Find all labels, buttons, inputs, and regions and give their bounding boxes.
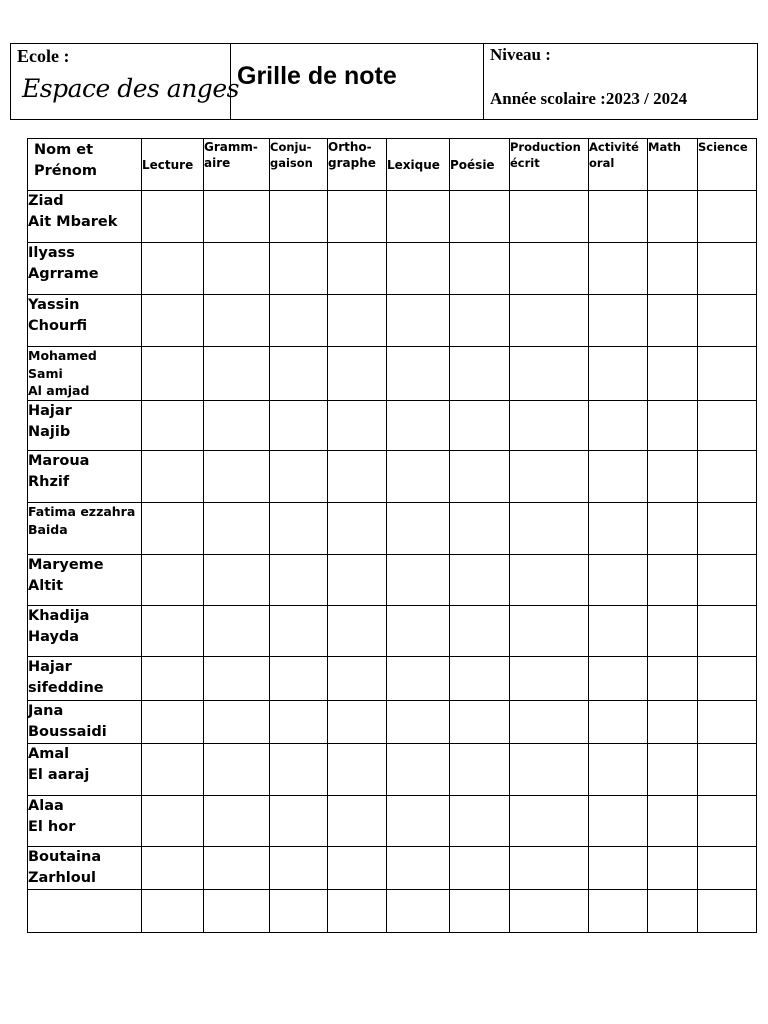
grade-cell[interactable] [142,657,204,701]
grade-cell[interactable] [648,847,698,890]
grade-cell[interactable] [698,701,757,744]
grade-cell[interactable] [142,606,204,657]
grade-cell[interactable] [328,744,387,796]
table-row [28,890,757,933]
header-box [10,43,758,120]
grade-cell[interactable] [589,744,648,796]
grade-cell[interactable] [450,401,510,451]
grade-cell[interactable] [204,555,270,606]
grade-cell[interactable] [142,701,204,744]
annee-label: Année scolaire : [490,89,606,108]
column-header-line: oral [589,156,615,170]
table-row [28,847,757,890]
grade-cell[interactable] [589,347,648,401]
grade-cell[interactable] [270,890,328,933]
grade-cell[interactable] [204,295,270,347]
student-name-line: Alaa [28,798,64,814]
table-row [28,451,757,503]
table-row [28,657,757,701]
grade-cell[interactable] [450,243,510,295]
grade-cell[interactable] [204,847,270,890]
student-name-line: Maroua [28,453,90,469]
grade-cell[interactable] [648,555,698,606]
grade-cell[interactable] [270,796,328,847]
student-name-line: Agrrame [28,266,99,282]
grade-cell[interactable] [589,503,648,555]
grade-cell[interactable] [648,744,698,796]
grade-cell[interactable] [450,657,510,701]
grade-cell[interactable] [204,701,270,744]
grade-cell[interactable] [204,347,270,401]
student-name-line: Mohamed [28,348,97,363]
student-name-cell [28,701,142,744]
column-header-line: Lecture [142,157,194,172]
page-title: Grille de note [237,62,397,90]
column-header-line: Science [698,140,748,154]
grade-cell[interactable] [698,347,757,401]
grade-cell[interactable] [450,701,510,744]
grade-cell[interactable] [270,451,328,503]
grade-cell[interactable] [589,796,648,847]
grade-cell[interactable] [387,847,450,890]
grade-cell[interactable] [204,796,270,847]
grade-cell[interactable] [698,191,757,243]
table-row [28,243,757,295]
student-name-line: Boussaidi [28,724,107,740]
grade-cell[interactable] [648,657,698,701]
grade-cell[interactable] [698,606,757,657]
student-name-cell [28,503,142,555]
grade-cell[interactable] [270,744,328,796]
grade-cell[interactable] [589,191,648,243]
grade-cell[interactable] [142,295,204,347]
grade-cell[interactable] [698,890,757,933]
column-header-line: Nom et [34,142,94,158]
student-name-cell [28,744,142,796]
niveau-label: Niveau : [490,45,551,64]
grade-cell[interactable] [510,701,589,744]
student-name-line: Chourfi [28,318,88,334]
grade-cell[interactable] [698,744,757,796]
grade-cell[interactable] [698,295,757,347]
column-header-10 [698,139,757,191]
student-name-cell [28,191,142,243]
grade-cell[interactable] [270,503,328,555]
grade-cell[interactable] [387,555,450,606]
grade-cell[interactable] [450,744,510,796]
grade-cell[interactable] [270,606,328,657]
grade-cell[interactable] [450,347,510,401]
table-body [28,191,757,933]
grade-table [27,138,757,933]
grade-cell[interactable] [270,295,328,347]
student-name-line: Baida [28,521,68,537]
student-name-cell [28,401,142,451]
student-name-line: Al amjad [28,383,90,398]
column-header-line: aire [204,156,231,170]
student-name-line: Ziad [28,193,64,209]
column-header-line: Lexique [387,157,440,172]
grade-cell[interactable] [589,243,648,295]
student-name-cell [28,657,142,701]
grade-cell[interactable] [142,890,204,933]
grade-cell[interactable] [698,657,757,701]
grade-cell[interactable] [328,796,387,847]
grade-cell[interactable] [589,606,648,657]
grade-cell[interactable] [450,606,510,657]
student-name-line: Boutaina [28,849,102,865]
grade-cell[interactable] [204,243,270,295]
grade-cell[interactable] [589,401,648,451]
ecole-label: Ecole : [17,46,70,66]
student-name-line: sifeddine [28,680,104,696]
grade-cell[interactable] [589,701,648,744]
grade-cell[interactable] [698,847,757,890]
grade-cell[interactable] [328,347,387,401]
student-name-line: El hor [28,819,76,835]
grade-cell[interactable] [450,191,510,243]
table-row [28,606,757,657]
grade-cell[interactable] [387,295,450,347]
table-row [28,744,757,796]
grade-cell[interactable] [510,890,589,933]
grade-cell[interactable] [698,401,757,451]
student-name-line: Altit [28,578,64,594]
grade-cell[interactable] [510,744,589,796]
grade-cell[interactable] [328,503,387,555]
student-name-cell [28,890,142,933]
grade-cell[interactable] [142,744,204,796]
grade-cell[interactable] [142,796,204,847]
grade-cell[interactable] [648,191,698,243]
grade-cell[interactable] [270,347,328,401]
grade-cell[interactable] [328,295,387,347]
grade-cell[interactable] [510,243,589,295]
grade-cell[interactable] [648,796,698,847]
student-name-line: Yassin [28,297,80,313]
grade-cell[interactable] [387,191,450,243]
grade-cell[interactable] [589,451,648,503]
grade-cell[interactable] [387,657,450,701]
grade-cell[interactable] [387,503,450,555]
grade-cell[interactable] [387,744,450,796]
grade-cell[interactable] [698,796,757,847]
header-row [28,139,757,191]
table-row [28,347,757,401]
column-header-7 [510,139,589,191]
column-header-line: écrit [510,156,540,170]
grade-cell[interactable] [204,657,270,701]
grade-cell[interactable] [387,606,450,657]
grade-cell[interactable] [142,451,204,503]
column-header-line: graphe [328,156,376,170]
student-name-line: Maryeme [28,557,104,573]
grade-cell[interactable] [698,243,757,295]
grade-cell[interactable] [510,503,589,555]
grade-cell[interactable] [450,890,510,933]
column-header-5 [387,139,450,191]
grade-cell[interactable] [648,701,698,744]
student-name-cell [28,347,142,401]
grade-cell[interactable] [204,890,270,933]
student-name-line: Sami [28,365,63,381]
grade-cell[interactable] [510,796,589,847]
grade-cell[interactable] [142,847,204,890]
grade-cell[interactable] [387,243,450,295]
grade-cell[interactable] [387,451,450,503]
grade-cell[interactable] [510,347,589,401]
grade-cell[interactable] [328,243,387,295]
student-name-line: Amal [28,746,70,762]
column-header-9 [648,139,698,191]
grade-cell[interactable] [328,657,387,701]
grade-cell[interactable] [450,503,510,555]
grade-cell[interactable] [270,701,328,744]
column-header-8 [589,139,648,191]
grade-cell[interactable] [204,606,270,657]
student-name-line: Ait Mbarek [28,214,118,230]
grade-cell[interactable] [450,796,510,847]
grade-cell[interactable] [450,847,510,890]
column-header-line: Conju- [270,140,312,154]
grade-cell[interactable] [589,657,648,701]
grade-cell[interactable] [648,606,698,657]
grade-cell[interactable] [698,555,757,606]
student-name-cell [28,243,142,295]
column-header-line: Math [648,140,681,154]
table-row [28,555,757,606]
grade-cell[interactable] [648,503,698,555]
student-name-line: Zarhloul [28,870,96,886]
column-header-line: Production [510,140,581,154]
title-cell [231,44,484,119]
grade-cell[interactable] [270,243,328,295]
grade-cell[interactable] [589,555,648,606]
grade-cell[interactable] [450,555,510,606]
student-name-cell [28,606,142,657]
grade-cell[interactable] [648,451,698,503]
grade-cell[interactable] [142,243,204,295]
grade-cell[interactable] [204,191,270,243]
grade-cell[interactable] [270,847,328,890]
grade-cell[interactable] [698,451,757,503]
grade-cell[interactable] [270,401,328,451]
column-header-6 [450,139,510,191]
table-row [28,295,757,347]
column-header-line: Ortho- [328,140,372,154]
column-header-4 [328,139,387,191]
grade-cell[interactable] [387,701,450,744]
student-name-line: Hayda [28,629,80,645]
student-name-cell [28,451,142,503]
student-name-line: Ilyass [28,245,75,261]
student-name-line: Najib [28,424,71,440]
student-name-line: El aaraj [28,767,90,783]
grade-cell[interactable] [328,701,387,744]
grade-cell[interactable] [450,295,510,347]
grade-cell[interactable] [510,451,589,503]
grade-cell[interactable] [204,451,270,503]
grade-cell[interactable] [328,890,387,933]
level-cell [484,44,757,119]
student-name-cell [28,847,142,890]
student-name-line: Hajar [28,403,72,419]
annee-value: 2023 / 2024 [605,89,688,108]
grade-cell[interactable] [328,451,387,503]
grade-cell[interactable] [510,847,589,890]
grade-cell[interactable] [387,401,450,451]
student-name-cell [28,555,142,606]
grade-cell[interactable] [387,347,450,401]
grade-cell[interactable] [328,847,387,890]
grade-cell[interactable] [648,890,698,933]
grade-cell[interactable] [328,555,387,606]
school-name: Espace des anges [22,74,239,103]
grade-cell[interactable] [270,555,328,606]
grade-cell[interactable] [648,295,698,347]
column-header-line: Prénom [34,163,98,179]
grade-cell[interactable] [589,890,648,933]
school-cell [11,44,239,119]
student-name-line: Fatima ezzahra [28,504,136,519]
student-name-line: Hajar [28,659,72,675]
grade-cell[interactable] [142,555,204,606]
grade-cell[interactable] [510,295,589,347]
column-header-2 [204,139,270,191]
grade-cell[interactable] [142,401,204,451]
student-name-cell [28,796,142,847]
grade-cell[interactable] [328,401,387,451]
column-header-line: gaison [270,156,313,170]
grade-cell[interactable] [698,503,757,555]
grade-cell[interactable] [204,744,270,796]
student-name-line: Jana [28,703,64,719]
table-row [28,701,757,744]
school-year [490,89,687,109]
grade-cell[interactable] [589,295,648,347]
grade-cell[interactable] [270,191,328,243]
grade-cell[interactable] [450,451,510,503]
grade-cell[interactable] [142,191,204,243]
column-header-line: Activité [589,140,639,154]
grade-cell[interactable] [142,503,204,555]
grade-cell[interactable] [270,657,328,701]
grade-cell[interactable] [387,890,450,933]
student-name-line: Khadija [28,608,90,624]
grade-cell[interactable] [648,401,698,451]
student-name-line: Rhzif [28,474,70,490]
column-header-line: Poésie [450,157,495,172]
grade-cell[interactable] [589,847,648,890]
grade-cell[interactable] [510,606,589,657]
table-row [28,503,757,555]
grade-cell[interactable] [142,347,204,401]
table-row [28,796,757,847]
column-header-0 [28,139,142,191]
grade-cell[interactable] [204,503,270,555]
column-header-line: Gramm- [204,140,258,154]
grade-cell[interactable] [328,191,387,243]
grade-cell[interactable] [204,401,270,451]
table-row [28,401,757,451]
grade-cell[interactable] [510,191,589,243]
grade-cell[interactable] [510,657,589,701]
column-header-1 [142,139,204,191]
grade-cell[interactable] [328,606,387,657]
grade-cell[interactable] [648,347,698,401]
table-row [28,191,757,243]
grade-cell[interactable] [648,243,698,295]
grade-cell[interactable] [510,401,589,451]
grade-cell[interactable] [387,796,450,847]
column-header-3 [270,139,328,191]
student-name-cell [28,295,142,347]
grade-cell[interactable] [510,555,589,606]
